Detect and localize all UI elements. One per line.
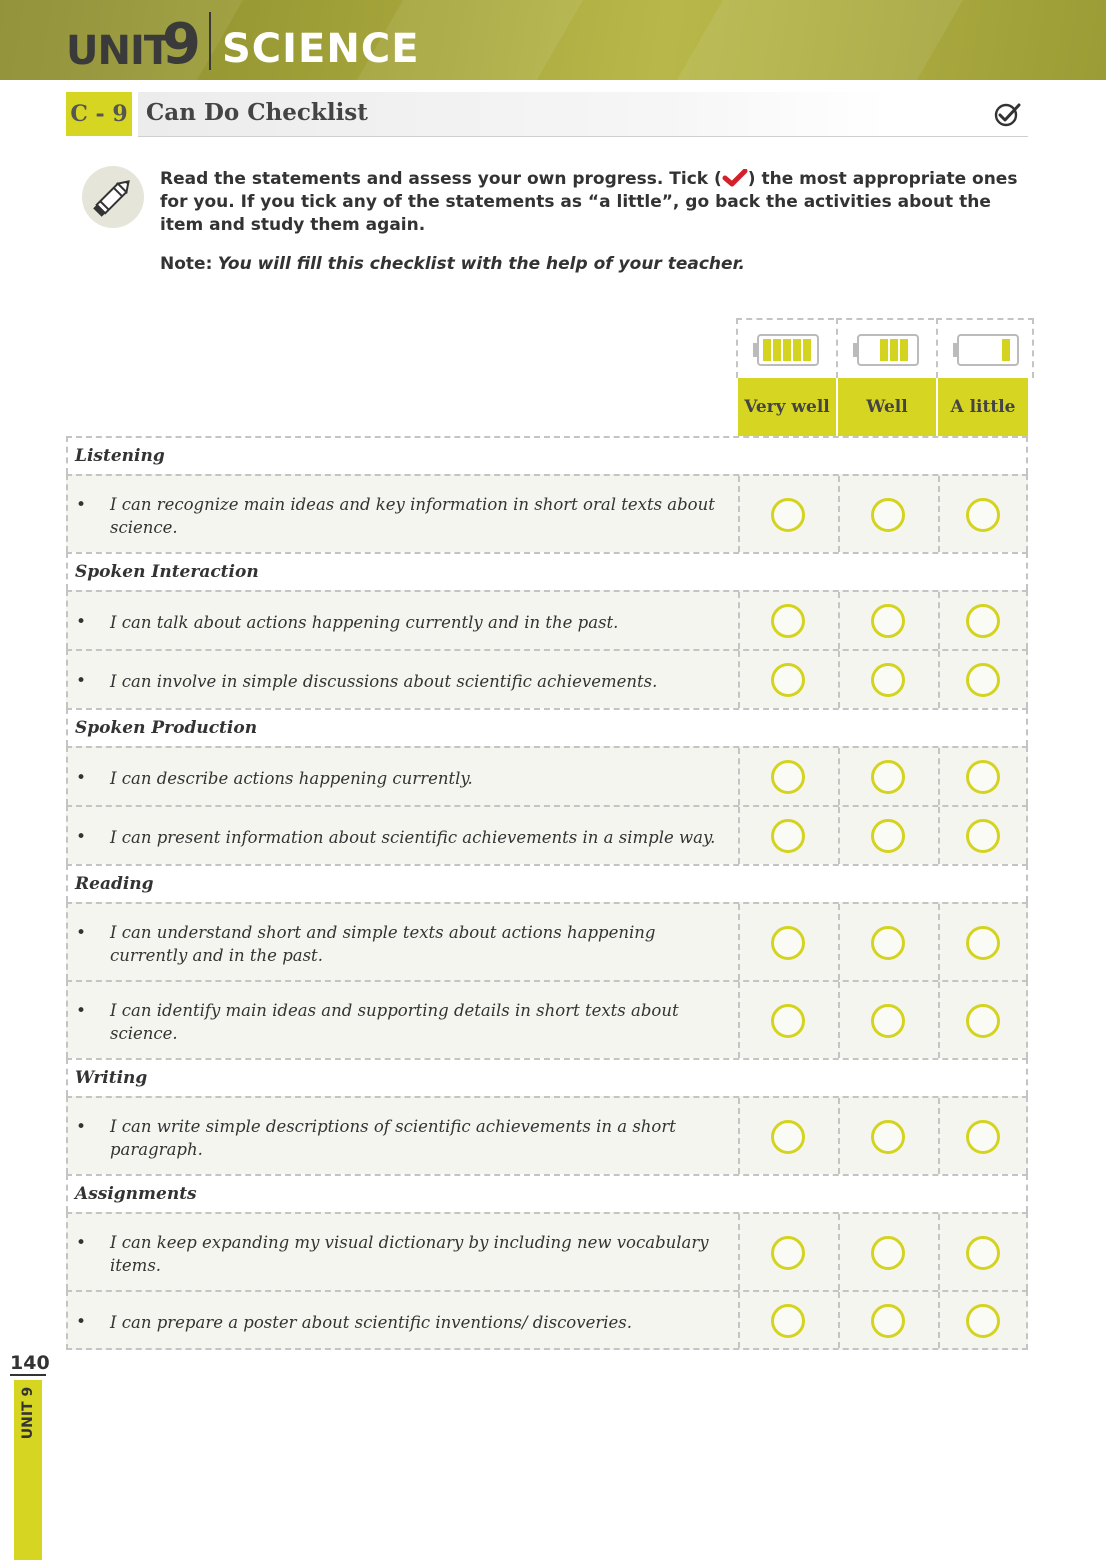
rating-a-little-checkbox[interactable] (966, 1304, 1000, 1338)
statement-text: I can present information about scientific achievements in a simple way. (110, 828, 716, 847)
rating-well-checkbox[interactable] (871, 1120, 905, 1154)
unit-banner (0, 0, 1106, 80)
rating-very-well-checkbox[interactable] (771, 1236, 805, 1270)
statement-row: • I can keep expanding my visual dictionary by including new vocabulary items. (66, 1212, 1028, 1290)
pencil-icon (82, 166, 144, 228)
statement-row: • I can describe actions happening currently. (66, 746, 1028, 805)
statement-text: I can talk about actions happening currently and in the past. (110, 613, 619, 632)
category-label: Writing (75, 1068, 148, 1088)
statement-row: • I can involve in simple discussions about scientific achievements. (66, 649, 1028, 708)
column-header-well: Well (838, 378, 936, 436)
statement-row: • I can write simple descriptions of scientific achievements in a short paragraph. (66, 1096, 1028, 1174)
category-row (66, 436, 1028, 474)
battery-low-icon (952, 332, 1022, 368)
rating-a-little-checkbox[interactable] (966, 604, 1000, 638)
instructions-part-1: Read the statements and assess your own progress. Tick ( (160, 169, 722, 189)
statement-row: • I can present information about scientific achievements in a simple way. (66, 805, 1028, 864)
statement-row: • I can identify main ideas and supporting details in short texts about science. (66, 980, 1028, 1058)
checklist-check-icon (994, 102, 1022, 128)
rating-very-well-checkbox[interactable] (771, 1004, 805, 1038)
category-label: Spoken Production (75, 718, 258, 738)
rating-a-little-checkbox[interactable] (966, 1236, 1000, 1270)
section-title: Can Do Checklist (146, 99, 368, 126)
rating-a-little-checkbox[interactable] (966, 926, 1000, 960)
rating-very-well-checkbox[interactable] (771, 663, 805, 697)
column-icon-box (736, 318, 834, 378)
note-label: Note: (160, 254, 213, 274)
category-label: Spoken Interaction (75, 562, 259, 582)
battery-full-icon (752, 332, 822, 368)
statement-text: I can describe actions happening currently. (110, 769, 473, 788)
unit-number: 9 (162, 12, 201, 77)
red-tick-icon (722, 169, 748, 187)
rating-very-well-checkbox[interactable] (771, 819, 805, 853)
note (160, 254, 745, 274)
rating-very-well-checkbox[interactable] (771, 1304, 805, 1338)
statement-text: I can prepare a poster about scientific inventions/ discoveries. (110, 1313, 632, 1332)
statement-text: I can keep expanding my visual dictionary by including new vocabulary items. (110, 1233, 709, 1275)
category-row (66, 1174, 1028, 1212)
rating-a-little-checkbox[interactable] (966, 1004, 1000, 1038)
note-text: You will fill this checklist with the help of your teacher. (217, 254, 745, 274)
category-label: Assignments (75, 1184, 197, 1204)
rating-well-checkbox[interactable] (871, 604, 905, 638)
rating-well-checkbox[interactable] (871, 498, 905, 532)
unit-label: UNIT (66, 28, 171, 74)
column-icon-box (936, 318, 1034, 378)
rating-well-checkbox[interactable] (871, 1304, 905, 1338)
category-row (66, 708, 1028, 746)
statement-text: I can write simple descriptions of scientific achievements in a short paragraph. (110, 1117, 676, 1159)
rating-well-checkbox[interactable] (871, 760, 905, 794)
rating-a-little-checkbox[interactable] (966, 1120, 1000, 1154)
category-row (66, 864, 1028, 902)
rating-very-well-checkbox[interactable] (771, 1120, 805, 1154)
rating-well-checkbox[interactable] (871, 926, 905, 960)
column-icon-box (836, 318, 934, 378)
unit-title: SCIENCE (222, 26, 420, 72)
statement-row: • I can prepare a poster about scientific inventions/ discoveries. (66, 1290, 1028, 1350)
rating-a-little-checkbox[interactable] (966, 760, 1000, 794)
statement-text: I can identify main ideas and supporting details in short texts about science. (110, 1001, 679, 1043)
page-number: 140 (10, 1352, 50, 1374)
pencil-badge (82, 166, 144, 228)
rating-a-little-checkbox[interactable] (966, 819, 1000, 853)
statement-text: I can recognize main ideas and key information in short oral texts about science. (110, 495, 715, 537)
rating-very-well-checkbox[interactable] (771, 760, 805, 794)
statement-text: I can involve in simple discussions about scientific achievements. (110, 672, 658, 691)
rating-very-well-checkbox[interactable] (771, 604, 805, 638)
section-divider (138, 136, 1028, 137)
statement-row: • I can talk about actions happening currently and in the past. (66, 590, 1028, 649)
instructions-part-2: ) the most appropriate ones for you. If you tick any of the statements as “a little”, go back the activities about the item and study them again. (160, 169, 1018, 235)
side-unit-label: UNIT 9 (20, 1386, 36, 1440)
category-label: Listening (75, 446, 165, 466)
rating-very-well-checkbox[interactable] (771, 926, 805, 960)
category-row (66, 552, 1028, 590)
rating-well-checkbox[interactable] (871, 1236, 905, 1270)
rating-a-little-checkbox[interactable] (966, 663, 1000, 697)
statement-row: • I can recognize main ideas and key information in short oral texts about science. (66, 474, 1028, 552)
rating-a-little-checkbox[interactable] (966, 498, 1000, 532)
rating-very-well-checkbox[interactable] (771, 498, 805, 532)
rating-well-checkbox[interactable] (871, 1004, 905, 1038)
category-label: Reading (75, 874, 154, 894)
unit-separator (209, 12, 211, 70)
column-header-very-well: Very well (738, 378, 836, 436)
rating-well-checkbox[interactable] (871, 663, 905, 697)
instructions-text (160, 168, 1030, 237)
section-code: C - 9 (66, 92, 132, 136)
rating-well-checkbox[interactable] (871, 819, 905, 853)
category-row (66, 1058, 1028, 1096)
statement-row: • I can understand short and simple texts about actions happening currently and in the past. (66, 902, 1028, 980)
column-header-a-little: A little (938, 378, 1028, 436)
statement-text: I can understand short and simple texts about actions happening currently and in the past. (110, 923, 656, 965)
battery-medium-icon (852, 332, 922, 368)
